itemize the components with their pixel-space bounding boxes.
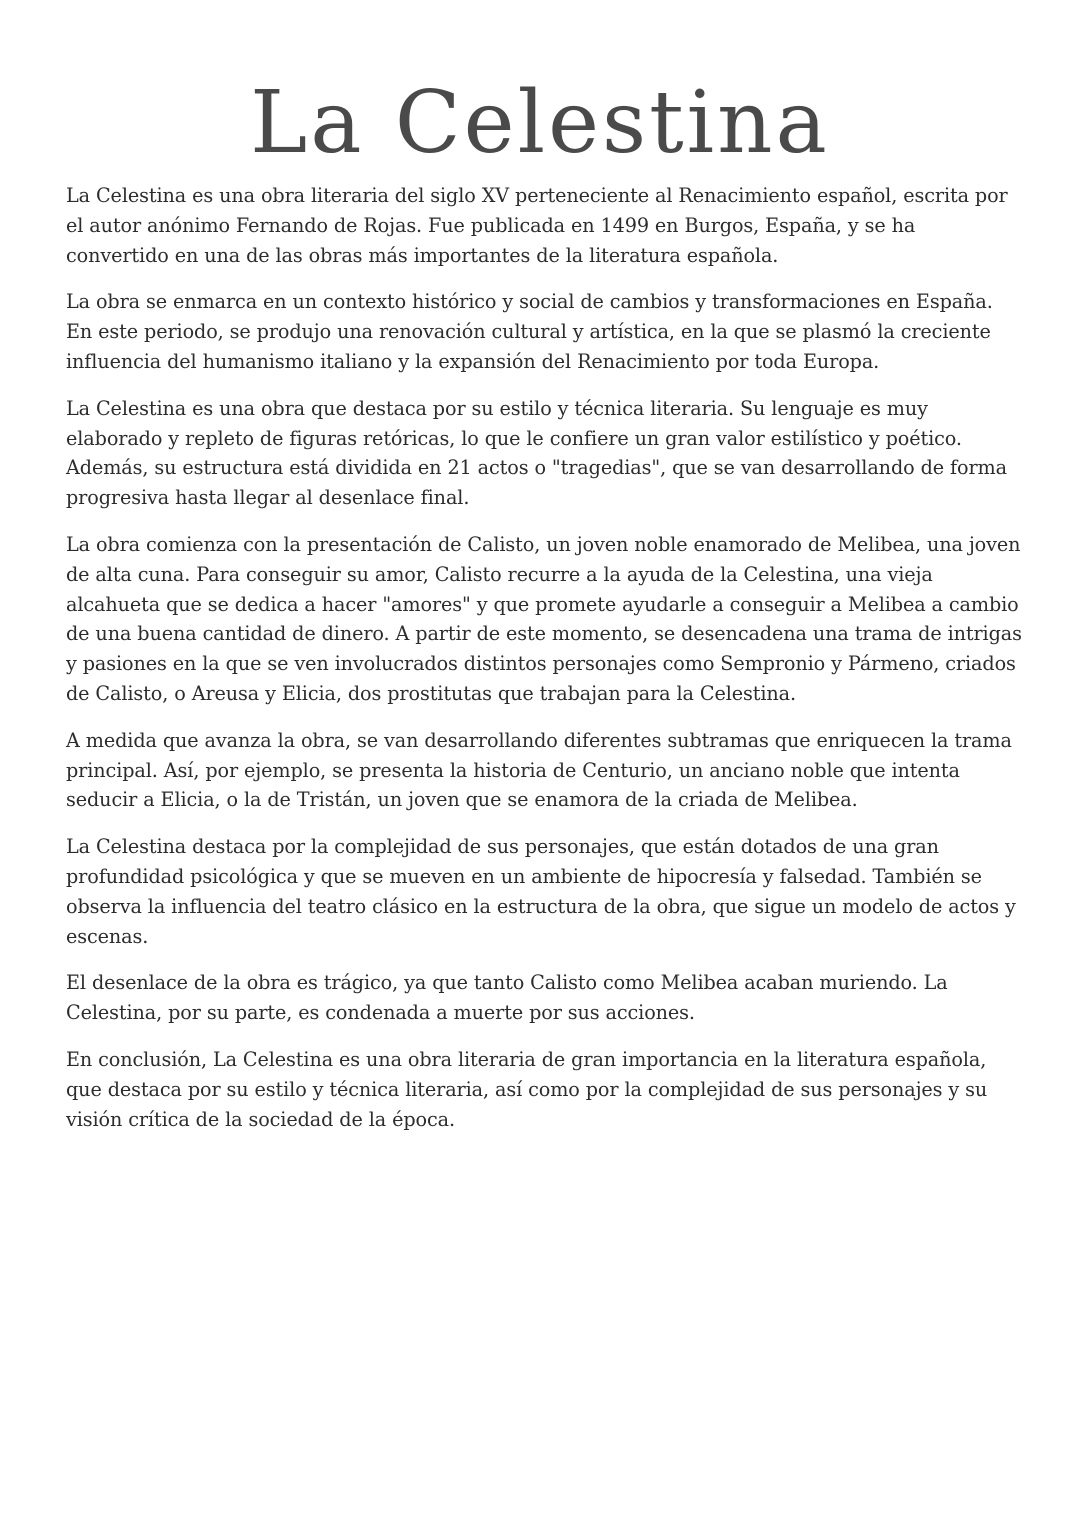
paragraph-style: La Celestina es una obra que destaca por su estilo y técnica literaria. Su lenguaje es muy elaborado y repleto de figuras retóricas, lo que le confiere un gran valor estilístico y poético. Además, su estructura está dividida en 21 actos o "tragedias", que se van desarrollando de forma progresiva hasta llegar al desenlace final. [66,396,1007,510]
document-body [66,181,1022,1151]
paragraph-ending: El desenlace de la obra es trágico, ya que tanto Calisto como Melibea acaban muriendo. La Celestina, por su parte, es condenada a muerte por sus acciones. [66,971,948,1025]
paragraph-characters: La Celestina destaca por la complejidad de sus personajes, que están dotados de una gran profundidad psicológica y que se mueven en un ambiente de hipocresía y falsedad. También se observa la influencia del teatro clásico en la estructura de la obra, que sigue un modelo de actos y escenas. [66,835,1016,948]
paragraph-subplots: A medida que avanza la obra, se van desarrollando diferentes subtramas que enriquecen la trama principal. Así, por ejemplo, se presenta la historia de Centurio, un anciano noble que intenta seducir a Elicia, o la de Tristán, un joven que se enamora de la criada de Melibea. [66,728,1012,812]
paragraph-plot: La obra comienza con la presentación de Calisto, un joven noble enamorado de Melibea, una joven de alta cuna. Para conseguir su amor, Calisto recurre a la ayuda de la Celestina, una vieja alcahueta que se dedica a hacer "amores" y que promete ayudarle a conseguir a Melibea a cambio de una buena cantidad de dinero. A partir de este momento, se desencadena una trama de intrigas y pasiones en la que se ven involucrados distintos personajes como Sempronio y Pármeno, criados de Calisto, o Areusa y Elicia, dos prostitutas que trabajan para la Celestina. [66,532,1022,705]
paragraph-context: La obra se enmarca en un contexto histórico y social de cambios y transformaciones en España. En este periodo, se produjo una renovación cultural y artística, en la que se plasmó la creciente influencia del humanismo italiano y la expansión del Renacimiento por toda Europa. [66,290,993,373]
paragraph-intro: La Celestina es una obra literaria del siglo XV perteneciente al Renacimiento español, escrita por el autor anónimo Fernando de Rojas. Fue publicada en 1499 en Burgos, España, y se ha convertido en una de las obras más importantes de la literatura española. [66,184,1008,267]
page-title: La Celestina [250,73,830,173]
paragraph-conclusion: En conclusión, La Celestina es una obra literaria de gran importancia en la literatura española, que destaca por su estilo y técnica literaria, así como por la complejidad de sus personajes y su visión crítica de la sociedad de la época. [66,1047,988,1131]
